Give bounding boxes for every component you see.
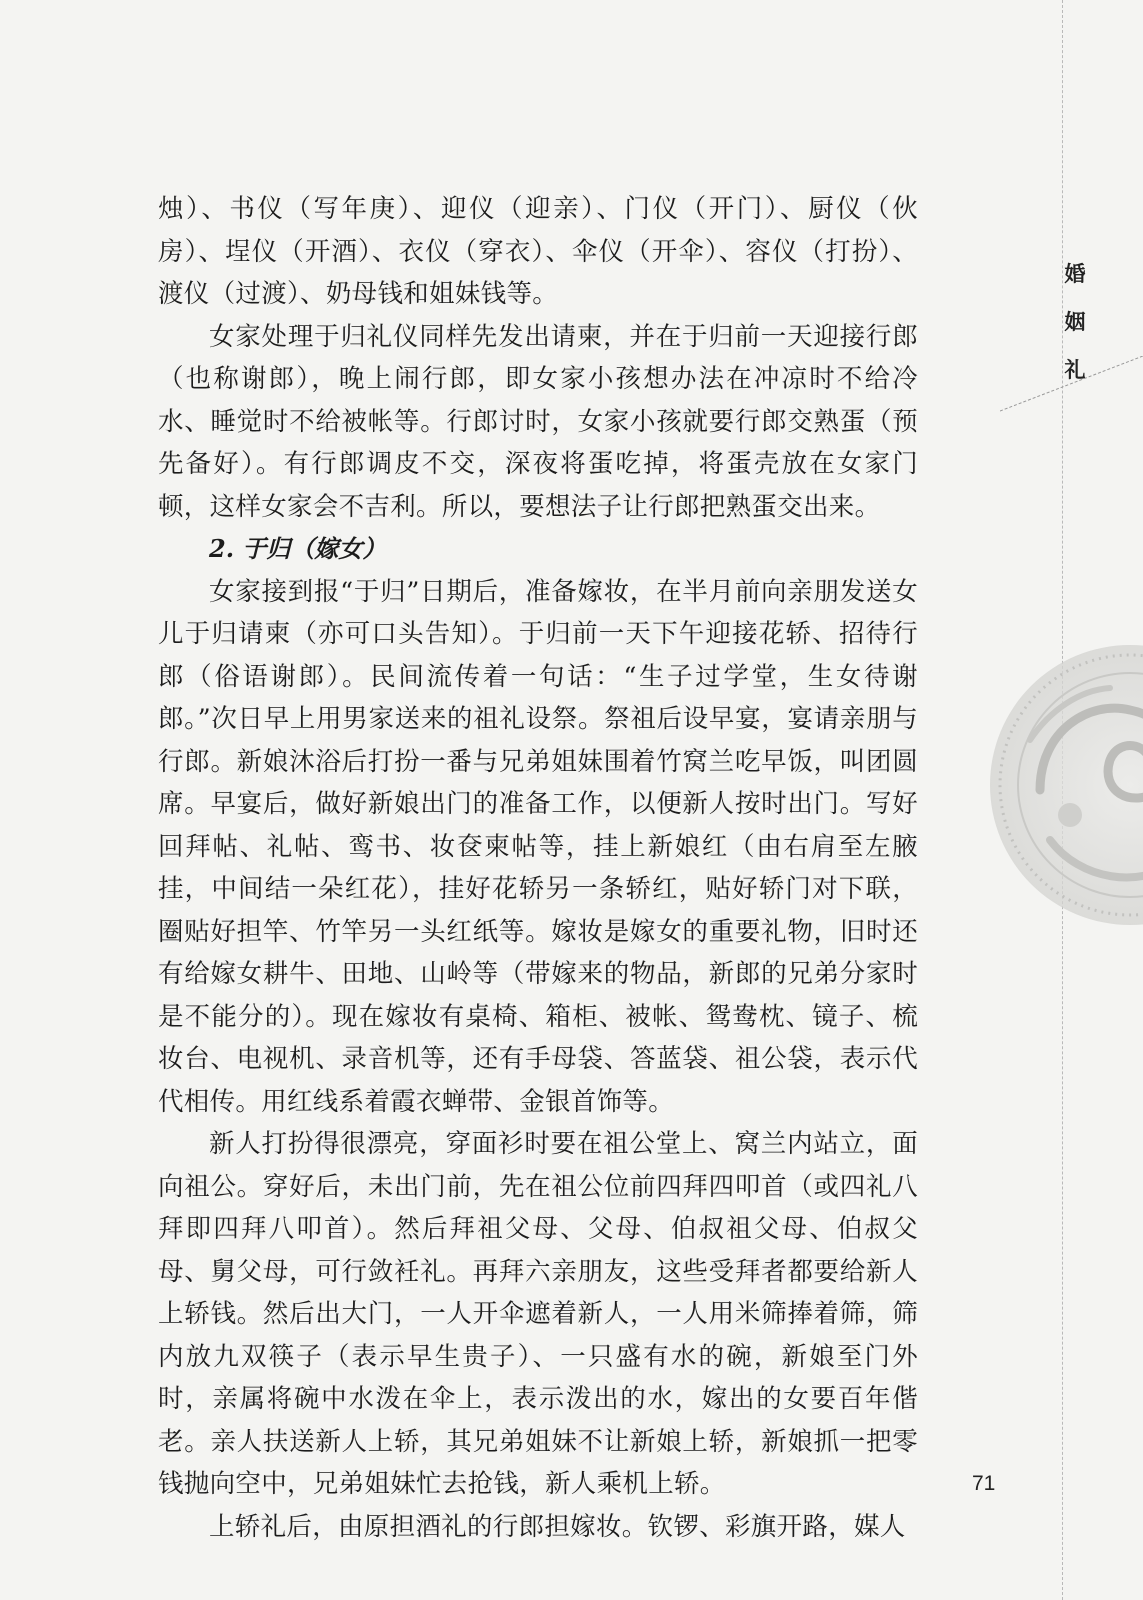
page-number: 71 — [972, 1472, 996, 1495]
body-text — [158, 188, 918, 1548]
paragraph-1: 烛）、书仪（写年庚）、迎仪（迎亲）、门仪（开门）、厨仪（伙房）、埕仪（开酒）、衣仪（穿衣）、伞仪（开伞）、容仪（打扮）、渡仪（过渡）、奶母钱和姐妹钱等。 — [158, 194, 918, 309]
side-tab-divider — [1000, 356, 1143, 416]
paragraph-5: 上轿礼后，由原担酒礼的行郎担嫁妆。钦锣、彩旗开路，媒人 — [209, 1511, 906, 1542]
paragraph-2: 女家处理于归礼仪同样先发出请柬，并在于归前一天迎接行郎（也称谢郎），晚上闹行郎，即女家小孩想办法在冲凉时不给冷水、睡觉时不给被帐等。行郎讨时，女家小孩就要行郎交熟蛋（预先备好）。有行郎调皮不交，深夜将蛋吃掉，将蛋壳放在女家门顿，这样女家会不吉利。所以，要想法子让行郎把熟蛋交出来。 — [158, 321, 918, 522]
decorative-ornament-icon — [980, 640, 1143, 930]
side-tab-char-2: 姻 — [1064, 310, 1086, 334]
side-tab-char-1: 婚 — [1064, 262, 1086, 286]
side-tab-char-3: 礼 — [1064, 358, 1086, 382]
paragraph-3: 女家接到报“于归”日期后，准备嫁妆，在半月前向亲朋发送女儿于归请柬（亦可口头告知）。于归前一天下午迎接花轿、招待行郎（俗语谢郎）。民间流传着一句话：“生子过学堂，生女待谢郎。”次日早上用男家送来的祖礼设祭。祭祖后设早宴，宴请亲朋与行郎。新娘沐浴后打扮一番与兄弟姐妹围着竹窝兰吃早饭，叫团圆席。早宴后，做好新娘出门的准备工作，以便新人按时出门。写好回拜帖、礼帖、鸾书、妆奁柬帖等，挂上新娘红（由右肩至左腋挂，中间结一朵红花），挂好花轿另一条轿红，贴好轿门对下联，圈贴好担竿、竹竿另一头红纸等。嫁妆是嫁女的重要礼物，旧时还有给嫁女耕牛、田地、山岭等（带嫁来的物品，新郎的兄弟分家时是不能分的）。现在嫁妆有桌椅、箱柜、被帐、鸳鸯枕、镜子、梳妆台、电视机、录音机等，还有手母袋、答蓝袋、祖公袋，表示代代相传。用红线系着霞衣蝉带、金银首饰等。 — [158, 576, 918, 1117]
section-heading: 2. 于归（嫁女） — [209, 534, 387, 563]
paragraph-4: 新人打扮得很漂亮，穿面衫时要在祖公堂上、窝兰内站立，面向祖公。穿好后，未出门前，先在祖公位前四拜四叩首（或四礼八拜即四拜八叩首）。然后拜祖父母、父母、伯叔祖父母、伯叔父母、舅父母，可行敛衽礼。再拜六亲朋友，这些受拜者都要给新人上轿钱。然后出大门，一人开伞遮着新人，一人用米筛捧着筛，筛内放九双筷子（表示早生贵子）、一只盛有水的碗，新娘至门外时，亲属将碗中水泼在伞上，表示泼出的水，嫁出的女要百年偕老。亲人扶送新人上轿，其兄弟姐妹不让新娘上轿，新娘抓一把零钱抛向空中，兄弟姐妹忙去抢钱，新人乘机上轿。 — [158, 1129, 918, 1499]
